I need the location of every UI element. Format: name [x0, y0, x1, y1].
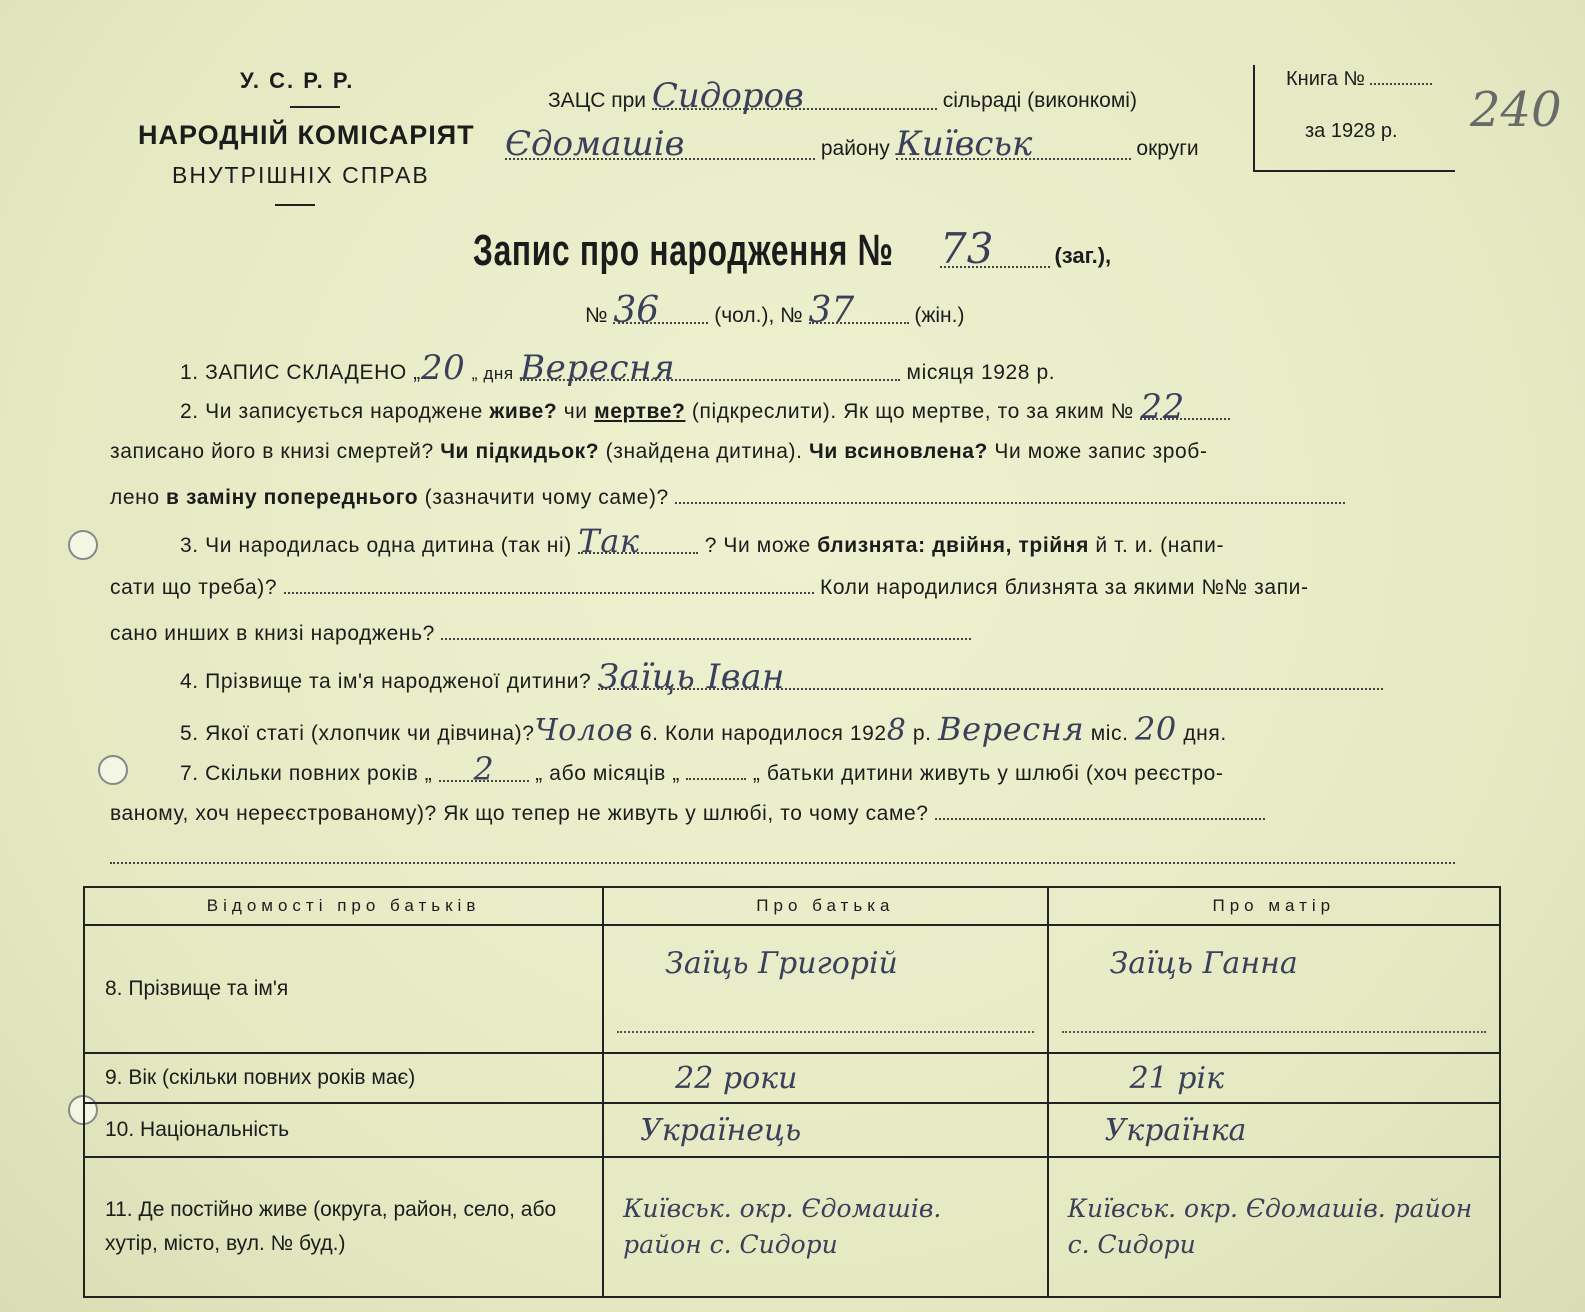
q2-adopted: Чи всиновлена?	[808, 440, 988, 463]
q3-line2	[110, 576, 1309, 600]
q5-sex-value[interactable]: Чолов	[534, 713, 634, 748]
record-title	[473, 226, 894, 276]
q7-label-c: „ батьки дитини живуть у шлюбі (хоч реєстро-	[752, 762, 1224, 785]
q2-line2-b: (знайдена дитина).	[605, 440, 803, 463]
subnum-prefix: №	[585, 304, 608, 327]
book-year: за 1928 р.	[1305, 120, 1398, 142]
q5-line	[180, 710, 1227, 748]
female-number-value: 37	[808, 290, 855, 331]
q2-line3-b: (зазначити чому саме)?	[424, 486, 669, 509]
q6-year-suffix: р.	[912, 722, 932, 745]
q4-line	[180, 657, 1383, 697]
mother-age-cell[interactable]	[1048, 1053, 1500, 1103]
mother-name-value: Заїць Ганна	[1109, 945, 1298, 981]
q1-day-label: „ дня	[471, 364, 514, 383]
row-label	[84, 1157, 603, 1297]
header-mother: Про матір	[1048, 887, 1500, 925]
q4-child-name-value: Заїць Іван	[597, 657, 786, 697]
female-number-field[interactable]	[808, 290, 909, 331]
table-row	[84, 1053, 1500, 1103]
q3-twins-field[interactable]	[284, 592, 814, 594]
q3-double: двійня,	[932, 534, 1013, 557]
father-residence-cell[interactable]	[603, 1157, 1047, 1297]
q2-text-b: (підкреслити). Як що мертве, то за яким №	[691, 400, 1134, 423]
q3-twin-numbers-field[interactable]	[441, 638, 971, 640]
commissariat-label: НАРОДНІЙ КОМІСАРІЯТ	[138, 120, 475, 150]
q3-text: 3. Чи народилась одна дитина (так ні)	[180, 534, 572, 557]
q2-dead-option[interactable]: мертве?	[594, 400, 686, 423]
record-number-suffix: (заг.),	[1054, 243, 1112, 268]
q3-line2-a: сати що треба)?	[110, 576, 278, 599]
q2-line3-a: лено	[110, 486, 160, 509]
father-age-value: 22 роки	[675, 1060, 798, 1096]
q7-years-value: 2	[473, 750, 495, 788]
q7-reason-field[interactable]	[935, 818, 1265, 820]
table-row	[84, 1157, 1500, 1297]
book-label-text: Книга №	[1286, 68, 1365, 90]
zags-line	[548, 76, 1137, 116]
divider	[275, 204, 315, 206]
q3-text-c: й т. и. (напи-	[1095, 534, 1225, 557]
q2-line2-c: Чи може запис зроб-	[994, 440, 1208, 463]
dotted-line	[617, 1031, 1033, 1033]
zags-suffix: сільраді (виконкомі)	[942, 89, 1137, 112]
q6-month-value[interactable]: Вересня	[937, 710, 1085, 748]
q6-month-label: міс.	[1090, 722, 1129, 745]
record-title-text: Запис про народження №	[473, 226, 894, 275]
mother-age-value: 21 рік	[1129, 1060, 1225, 1096]
table-row	[84, 925, 1500, 1053]
row-label: 9. Вік (скільки повних років має)	[84, 1053, 603, 1103]
q2-line1	[180, 387, 1230, 427]
parents-table	[83, 886, 1501, 1298]
q3-one-child-field[interactable]	[578, 522, 698, 560]
district-line	[505, 124, 1199, 164]
header-father: Про батька	[603, 887, 1047, 925]
record-number-field[interactable]	[940, 224, 1050, 273]
father-nationality-cell[interactable]	[603, 1103, 1047, 1157]
q1-month-field[interactable]	[520, 348, 900, 388]
q7-months-field[interactable]	[686, 778, 746, 780]
row-label: 8. Прізвище та ім'я	[84, 925, 603, 1053]
divider	[290, 106, 340, 108]
q7-label-b: „ або місяців „	[535, 762, 680, 785]
q7-label-a: 7. Скільки повних років „	[180, 762, 433, 785]
q3-line2-b: Коли народилися близнята за якими №№ запи-	[819, 576, 1309, 599]
table-header-row	[84, 887, 1500, 925]
female-label: (жін.)	[914, 304, 965, 327]
q2-death-number-field[interactable]	[1140, 387, 1230, 427]
binder-hole	[68, 530, 98, 560]
male-label: (чол.), №	[714, 304, 803, 327]
father-residence-value: Київськ. окр. Єдомашів. район с. Сидори	[623, 1194, 942, 1259]
q1-month-value: Вересня	[520, 348, 676, 388]
mother-nationality-cell[interactable]	[1048, 1103, 1500, 1157]
father-nationality-value: Українець	[640, 1112, 802, 1148]
q2-line3	[110, 486, 1345, 510]
district-label: району	[820, 137, 890, 160]
q3-line1	[180, 522, 1225, 560]
father-name-cell[interactable]	[603, 925, 1047, 1053]
district-value: Єдомашів	[505, 124, 685, 164]
q1-line	[180, 348, 1055, 388]
department-label: ВНУТРІШНІХ СПРАВ	[172, 162, 430, 188]
record-number-line	[940, 224, 1112, 273]
district-field[interactable]	[505, 124, 815, 164]
dotted-line	[1062, 1031, 1486, 1033]
q3-twins: близнята:	[817, 534, 926, 557]
table-row	[84, 1103, 1500, 1157]
okrug-label: округи	[1136, 137, 1199, 160]
zags-village-field[interactable]	[651, 76, 937, 116]
q1-label: 1. ЗАПИС СКЛАДЕНО „	[180, 361, 421, 384]
q6-label: 6. Коли народилося 192	[639, 722, 887, 745]
q4-child-name-field[interactable]	[597, 657, 1383, 697]
mother-residence-value: Київськ. окр. Єдомашів. район с. Сидори	[1067, 1194, 1473, 1259]
q2-death-number-value: 22	[1140, 387, 1185, 427]
republic-label: У. С. Р. Р.	[240, 68, 355, 93]
okrug-field[interactable]	[895, 124, 1131, 164]
male-number-value: 36	[613, 290, 660, 331]
q2-replace-field[interactable]	[675, 502, 1345, 504]
father-name-value: Заїць Григорій	[665, 945, 898, 981]
q2-foundling: Чи підкидьок?	[440, 440, 600, 463]
male-number-field[interactable]	[613, 290, 708, 331]
mother-residence-cell[interactable]	[1048, 1157, 1500, 1297]
q1-day-value[interactable]: 20	[420, 348, 466, 388]
q3-one-child-value: Так	[578, 522, 640, 560]
mother-name-cell[interactable]	[1048, 925, 1500, 1053]
book-number-handwritten: 240	[1470, 82, 1562, 138]
q7-reason-extra-line[interactable]	[110, 862, 1455, 864]
q1-year-label: місяця 1928 р.	[906, 361, 1056, 384]
q2-replace: в заміну попереднього	[166, 486, 419, 509]
father-age-cell[interactable]	[603, 1053, 1047, 1103]
header-parents-info: Відомості про батьків	[84, 887, 603, 925]
q3-triple: трійня	[1018, 534, 1089, 557]
q6-day-label: дня.	[1183, 722, 1227, 745]
book-number-field[interactable]	[1370, 83, 1432, 85]
q2-line2-text: записано його в книзі смертей?	[110, 440, 434, 463]
subnum-line	[585, 290, 965, 331]
zags-village-value: Сидоров	[651, 76, 804, 116]
q4-label: 4. Прізвище та ім'я народженої дитини?	[180, 670, 592, 693]
q3-line3	[110, 622, 971, 646]
q7-line2-text: ваному, хоч нереєстрованому)? Як що тепер не живуть у шлюбі, то чому саме?	[110, 802, 929, 825]
binder-hole	[98, 755, 128, 785]
zags-prefix: ЗАЦС при	[548, 89, 647, 112]
q3-line3-a: сано инших в книзі народжень?	[110, 622, 435, 645]
q7-line2	[110, 802, 1265, 826]
q6-day-value[interactable]: 20	[1134, 710, 1177, 748]
record-number-value: 73	[940, 224, 994, 273]
row-label: 10. Національність	[84, 1103, 603, 1157]
book-label	[1286, 68, 1432, 91]
q2-or: чи	[563, 400, 588, 423]
q3-text-b: ? Чи може	[704, 534, 811, 557]
q7-years-field[interactable]	[439, 750, 529, 788]
row-label-text: 11. Де постійно живе (округа, район, село, або хутір, місто, вул. № буд.)	[105, 1198, 557, 1255]
q2-line2	[110, 440, 1208, 464]
q6-year-digit[interactable]: 8	[886, 713, 907, 748]
q2-text: 2. Чи записується народжене	[180, 400, 483, 423]
q7-line1	[180, 750, 1224, 788]
okrug-value: Київськ	[895, 124, 1033, 164]
mother-nationality-value: Українка	[1104, 1112, 1247, 1148]
q2-alive-option[interactable]: живе?	[489, 400, 558, 423]
q5-label: 5. Якої статі (хлопчик чи дівчина)?	[180, 722, 535, 745]
